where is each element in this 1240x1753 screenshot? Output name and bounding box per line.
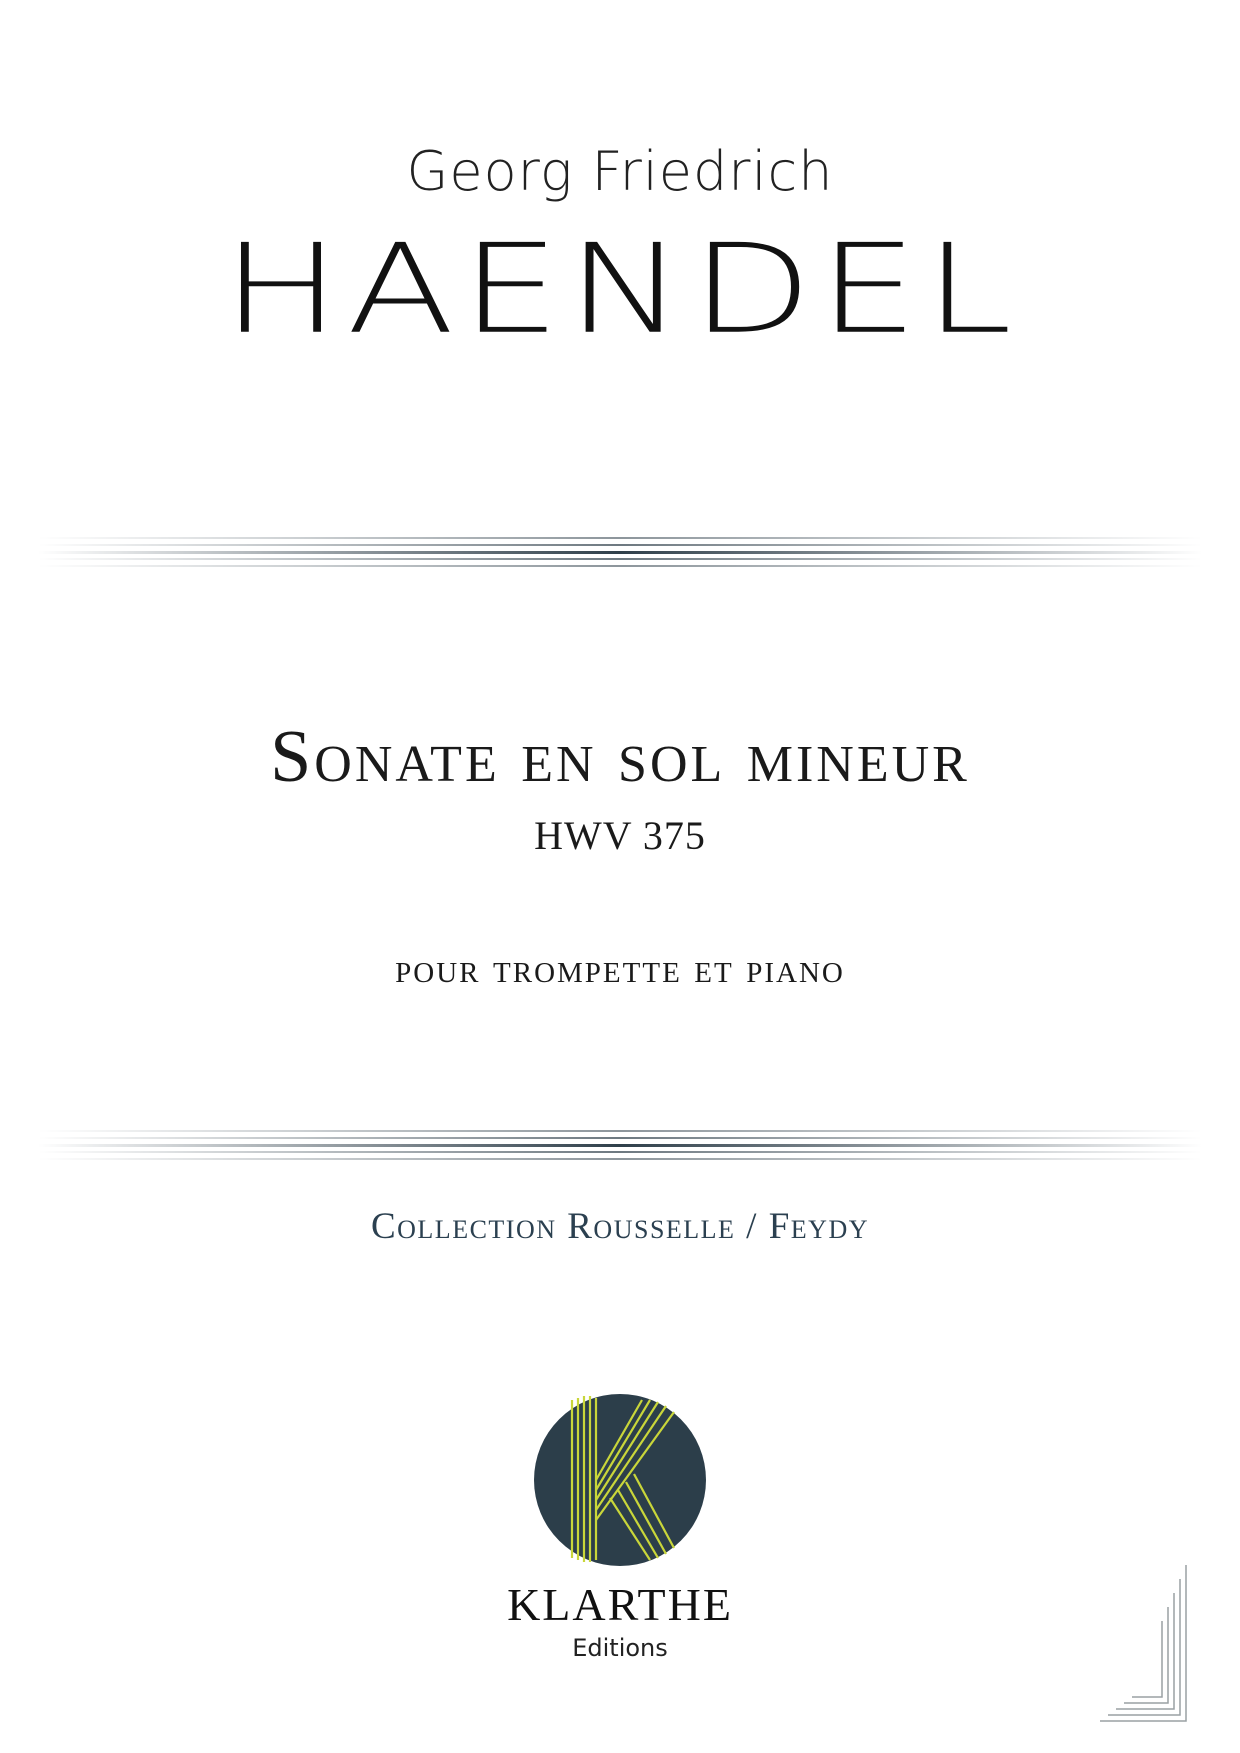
work-instrumentation: pour trompette et piano xyxy=(395,946,845,992)
work-catalog-number: HWV 375 xyxy=(534,813,706,858)
composer-last-name: HAENDEL xyxy=(221,217,1019,362)
work-title: Sonate en sol mineur xyxy=(270,716,970,798)
logo-circle xyxy=(534,1394,706,1566)
publisher-logo-icon xyxy=(530,1390,710,1570)
top-decorative-rule xyxy=(38,535,1202,575)
publisher-subtitle: Editions xyxy=(572,1634,668,1662)
publisher-name: KLARTHE xyxy=(507,1579,733,1630)
collection-name: Collection Rousselle / Feydy xyxy=(370,1206,870,1247)
composer-first-names: Georg Friedrich xyxy=(406,140,834,203)
corner-decoration-icon xyxy=(1100,1565,1190,1725)
bottom-decorative-rule xyxy=(38,1128,1202,1168)
